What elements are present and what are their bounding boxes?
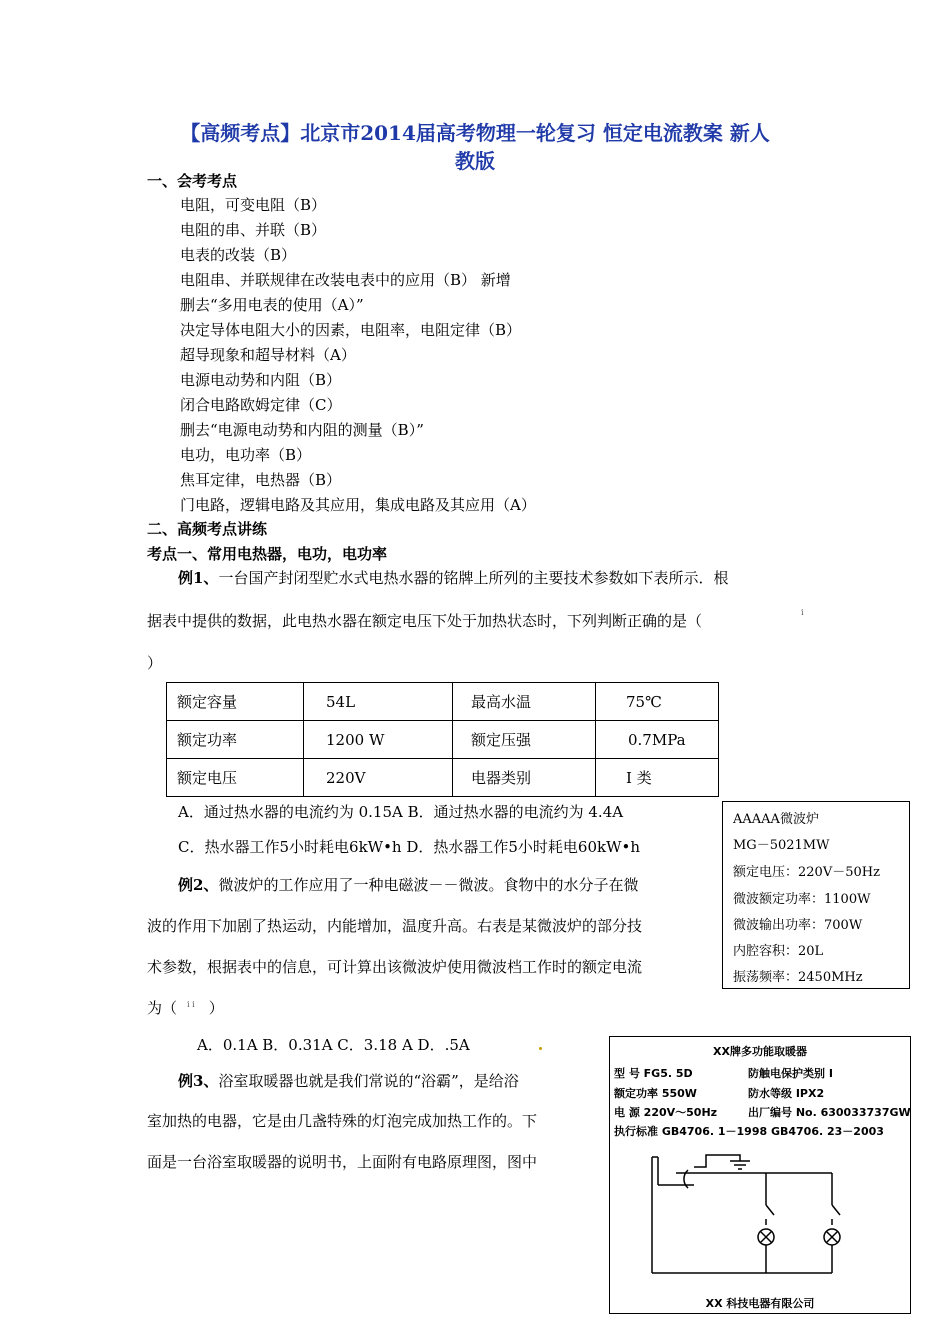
section1-list-item: 电功，电功率（B）: [180, 446, 312, 464]
section1-list-item: 电阻的串、并联（B）: [180, 221, 327, 239]
example3-label: 例3、: [178, 1072, 219, 1090]
section1-heading: 一、会考考点: [147, 172, 238, 190]
document-title-line1: 【高频考点】北京市2014届高考物理一轮复习 恒定电流教案 新人: [180, 121, 770, 145]
heater-row3-left: 电 源 220V～50Hz: [614, 1106, 718, 1119]
example2-mark: i i: [187, 1000, 195, 1009]
table-cell: 额定电压: [167, 759, 304, 797]
section1-list-item: 门电路，逻辑电路及其应用，集成电路及其应用（A）: [180, 496, 536, 514]
example3-text-line1: 浴室取暖器也就是我们常说的“浴霸”，是给浴: [218, 1072, 519, 1090]
example3-text-line2: 室加热的电器，它是由几盏特殊的灯泡完成加热工作的。下: [147, 1112, 538, 1130]
example1-text-line1: 一台国产封闭型贮水式电热水器的铭牌上所列的主要技术参数如下表所示．根: [218, 569, 729, 587]
microwave-spec-line: MG－5021MW: [733, 838, 830, 853]
table-row: [167, 759, 719, 797]
table-cell: 75℃: [596, 683, 719, 721]
example2-text-line3: 术参数，根据表中的信息，可计算出该微波炉使用微波档工作时的额定电流: [147, 958, 643, 976]
table-cell: 额定容量: [167, 683, 304, 721]
table-row: [167, 683, 719, 721]
document-title-line2: 教版: [455, 149, 495, 173]
heater-instruction-card: [609, 1036, 911, 1314]
example1-label: 例1、: [178, 569, 219, 587]
table-cell: 最高水温: [453, 683, 596, 721]
section1-list-item: 焦耳定律，电热器（B）: [180, 471, 342, 489]
heater-card-title: XX牌多功能取暖器: [713, 1045, 807, 1058]
section1-list-item: 决定导体电阻大小的因素，电阻率，电阻定律（B）: [180, 321, 522, 339]
heater-row4: 执行标准 GB4706. 1－1998 GB4706. 23－2003: [614, 1125, 884, 1138]
example1-text-line2: 据表中提供的数据，此电热水器在额定电压下处于加热状态时，下列判断正确的是（: [147, 612, 703, 630]
example3-text-line3: 面是一台浴室取暖器的说明书，上面附有电路原理图，图中: [147, 1153, 538, 1171]
microwave-spec-line: 振荡频率：2450MHz: [733, 970, 863, 985]
example2-line4-prefix: 为（: [147, 999, 178, 1017]
example1-options-cd: C．热水器工作5小时耗电6kW•h D．热水器工作5小时耗电60kW•h: [178, 838, 641, 856]
point1-heading: 考点一、常用电热器，电功，电功率: [147, 545, 388, 563]
section1-list-item: 闭合电路欧姆定律（C）: [180, 396, 342, 414]
example3-line1: [178, 1070, 519, 1091]
microwave-spec-box: [722, 801, 910, 989]
section1-list-item: 删去“电源电动势和内阻的测量（B）”: [180, 421, 424, 439]
heater-row2-right: 防水等级 IPX2: [748, 1087, 825, 1100]
example1-options-ab: A．通过热水器的电流约为 0.15A B．通过热水器的电流约为 4.4A: [178, 803, 624, 821]
section1-list-item: 电阻串、并联规律在改装电表中的应用（B） 新增: [180, 271, 511, 289]
example2-text-line4: [147, 997, 224, 1018]
example2-line1: [178, 874, 638, 895]
table-cell: 54L: [304, 683, 453, 721]
example1-mark: i: [801, 608, 804, 617]
table-cell: 电器类别: [453, 759, 596, 797]
microwave-spec-line: 微波额定功率：1100W: [733, 892, 871, 907]
table-cell: 0.7MPa: [596, 721, 719, 759]
microwave-spec-line: 内腔容积：20L: [733, 944, 824, 959]
table-row: [167, 721, 719, 759]
heater-spec-table: [166, 682, 719, 797]
heater-card-footer: XX 科技电器有限公司: [705, 1297, 815, 1310]
table-cell: 额定功率: [167, 721, 304, 759]
heater-row3-right: 出厂编号 No. 630033737GW: [748, 1106, 911, 1119]
section1-list-item: 删去“多用电表的使用（A）”: [180, 296, 364, 314]
example2-label: 例2、: [178, 876, 219, 894]
table-cell: 1200 W: [304, 721, 453, 759]
table-cell: 220V: [304, 759, 453, 797]
section1-list-item: 超导现象和超导材料（A）: [180, 346, 356, 364]
example1-line1: [178, 567, 728, 588]
heater-row2-left: 额定功率 550W: [614, 1087, 697, 1100]
circuit-diagram: [610, 1037, 910, 1313]
example2-text-line2: 波的作用下加剧了热运动，内能增加，温度升高。右表是某微波炉的部分技: [147, 917, 643, 935]
table-cell: I 类: [596, 759, 719, 797]
table-cell: 额定压强: [453, 721, 596, 759]
microwave-spec-line: AAAAA微波炉: [733, 812, 819, 827]
section2-heading: 二、高频考点讲练: [147, 520, 268, 538]
example1-close-paren: ）: [147, 654, 163, 672]
decorative-dot: [539, 1047, 542, 1050]
microwave-spec-line: 额定电压：220V－50Hz: [733, 865, 880, 880]
example2-text-line1: 微波炉的工作应用了一种电磁波－－微波。食物中的水分子在微: [218, 876, 639, 894]
section1-list-item: 电阻，可变电阻（B）: [180, 196, 327, 214]
example2-options: A．0.1A B．0.31A C．3.18 A D．.5A: [197, 1036, 470, 1054]
heater-row1-right: 防触电保护类别 I: [748, 1067, 833, 1080]
example2-line4-suffix: ）: [208, 999, 224, 1017]
heater-row1-left: 型 号 FG5. 5D: [614, 1067, 693, 1080]
microwave-spec-line: 微波输出功率：700W: [733, 918, 863, 933]
section1-list-item: 电源电动势和内阻（B）: [180, 371, 342, 389]
section1-list-item: 电表的改装（B）: [180, 246, 297, 264]
